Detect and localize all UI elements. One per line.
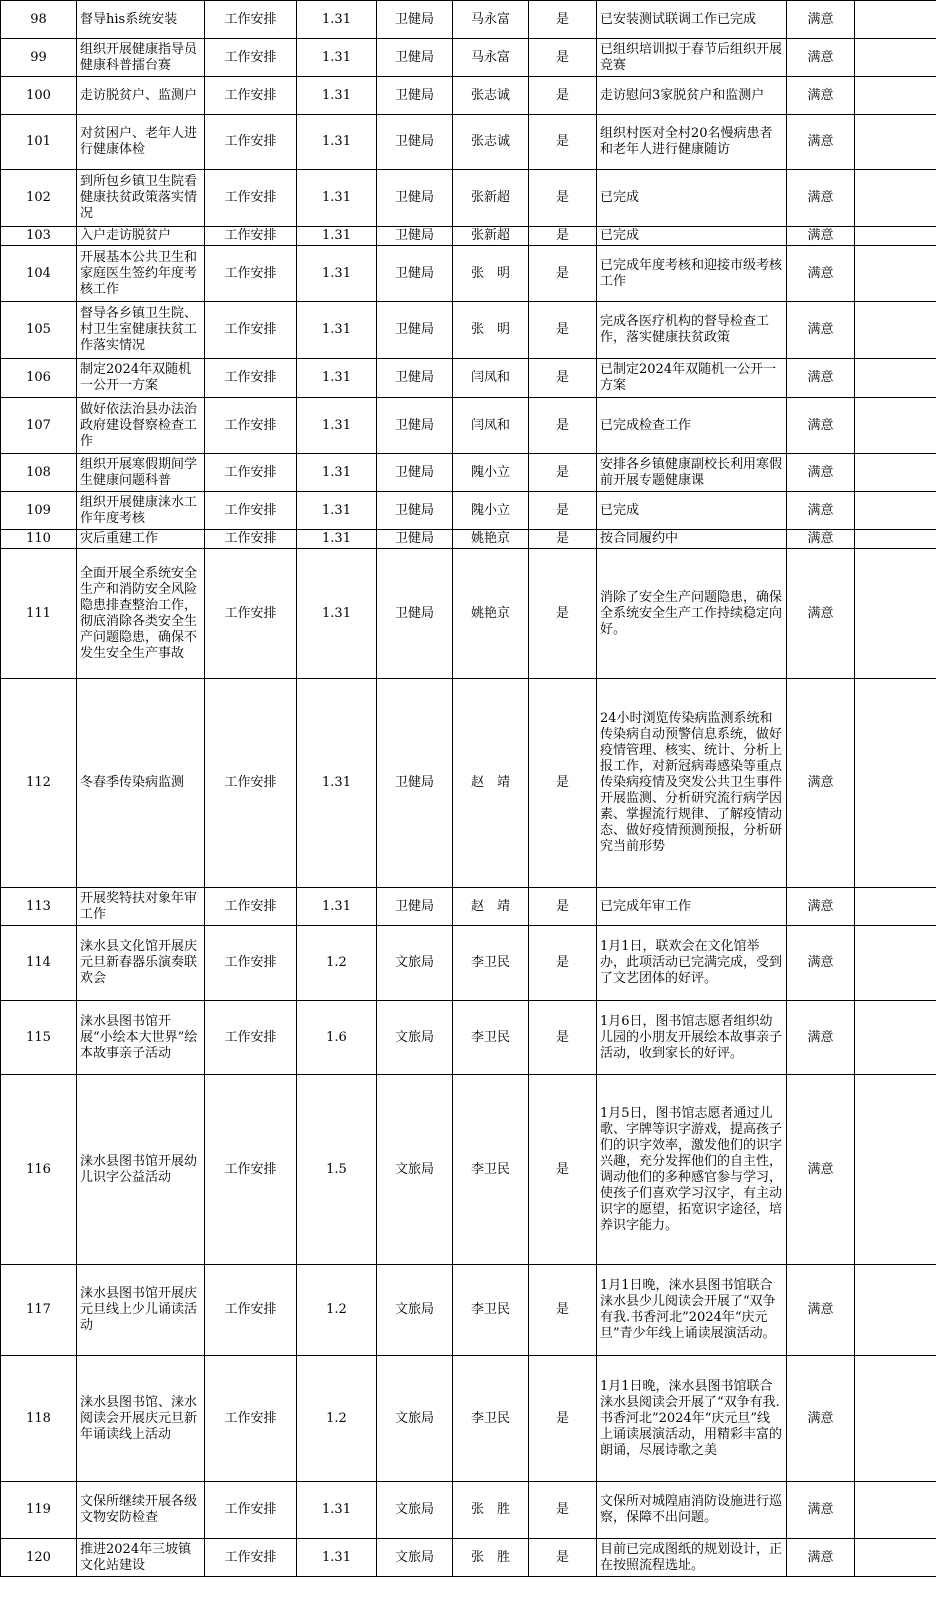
rating: 满意 — [787, 227, 855, 246]
completed-flag: 是 — [529, 888, 597, 926]
date: 1.31 — [297, 1482, 377, 1539]
department: 卫健局 — [377, 549, 453, 679]
work-item: 对贫困户、老年人进行健康体检 — [77, 115, 205, 170]
blank-cell — [855, 679, 936, 888]
table-row — [1, 492, 936, 530]
category: 工作安排 — [205, 170, 297, 227]
row-number: 103 — [1, 227, 77, 246]
date: 1.31 — [297, 39, 377, 77]
completed-flag: 是 — [529, 39, 597, 77]
work-item: 做好依法治县办法治政府建设督察检查工作 — [77, 398, 205, 454]
completed-flag: 是 — [529, 398, 597, 454]
responsible-person: 赵 靖 — [453, 679, 529, 888]
row-number: 104 — [1, 246, 77, 302]
department: 卫健局 — [377, 398, 453, 454]
completed-flag: 是 — [529, 1075, 597, 1265]
responsible-person: 姚艳京 — [453, 530, 529, 549]
row-number: 113 — [1, 888, 77, 926]
work-item: 涞水县图书馆、涞水阅读会开展庆元旦新年诵读线上活动 — [77, 1356, 205, 1482]
table-row — [1, 115, 936, 170]
result-description: 24小时浏览传染病监测系统和传染病自动预警信息系统，做好疫情管理、核实、统计、分析上报工作，对新冠病毒感染等重点传染病疫情及突发公共卫生事件开展监测、分析研究流行病学因素、掌握流行规律、了解疫情动态、做好疫情预测预报，分析研究当前形势 — [597, 679, 787, 888]
responsible-person: 隗小立 — [453, 492, 529, 530]
completed-flag: 是 — [529, 926, 597, 1001]
completed-flag: 是 — [529, 227, 597, 246]
blank-cell — [855, 1482, 936, 1539]
table-row — [1, 170, 936, 227]
category: 工作安排 — [205, 1, 297, 39]
table-row — [1, 454, 936, 492]
date: 1.31 — [297, 679, 377, 888]
completed-flag: 是 — [529, 1356, 597, 1482]
department: 文旅局 — [377, 1265, 453, 1356]
responsible-person: 马永富 — [453, 1, 529, 39]
result-description: 走访慰问3家脱贫户和监测户 — [597, 77, 787, 115]
rating: 满意 — [787, 246, 855, 302]
completed-flag: 是 — [529, 492, 597, 530]
completed-flag: 是 — [529, 454, 597, 492]
row-number: 111 — [1, 549, 77, 679]
blank-cell — [855, 1539, 936, 1577]
work-item: 组织开展寒假期间学生健康问题科普 — [77, 454, 205, 492]
table-row — [1, 1356, 936, 1482]
category: 工作安排 — [205, 454, 297, 492]
work-item: 制定2024年双随机一公开一方案 — [77, 359, 205, 398]
work-item: 文保所继续开展各级文物安防检查 — [77, 1482, 205, 1539]
responsible-person: 李卫民 — [453, 1001, 529, 1075]
result-description: 1月5日，图书馆志愿者通过儿歌、字牌等识字游戏，提高孩子们的识字效率，激发他们的识字兴趣，充分发挥他们的自主性，调动他们的多种感官参与学习，使孩子们喜欢学习汉字，有主动识字的愿望，拓宽识字途径，培养识字能力。 — [597, 1075, 787, 1265]
responsible-person: 李卫民 — [453, 1075, 529, 1265]
department: 卫健局 — [377, 115, 453, 170]
responsible-person: 张新超 — [453, 227, 529, 246]
rating: 满意 — [787, 888, 855, 926]
category: 工作安排 — [205, 359, 297, 398]
date: 1.31 — [297, 492, 377, 530]
category: 工作安排 — [205, 679, 297, 888]
table-row — [1, 1265, 936, 1356]
category: 工作安排 — [205, 1265, 297, 1356]
row-number: 98 — [1, 1, 77, 39]
department: 卫健局 — [377, 1, 453, 39]
date: 1.31 — [297, 549, 377, 679]
result-description: 完成各医疗机构的督导检查工作，落实健康扶贫政策 — [597, 302, 787, 359]
result-description: 已组织培训拟于春节后组织开展竞赛 — [597, 39, 787, 77]
result-description: 安排各乡镇健康副校长利用寒假前开展专题健康课 — [597, 454, 787, 492]
department: 卫健局 — [377, 302, 453, 359]
table-row — [1, 302, 936, 359]
rating: 满意 — [787, 454, 855, 492]
work-item: 组织开展健康涞水工作年度考核 — [77, 492, 205, 530]
row-number: 108 — [1, 454, 77, 492]
department: 卫健局 — [377, 492, 453, 530]
blank-cell — [855, 1356, 936, 1482]
rating: 满意 — [787, 1001, 855, 1075]
department: 文旅局 — [377, 1539, 453, 1577]
blank-cell — [855, 454, 936, 492]
completed-flag: 是 — [529, 549, 597, 679]
row-number: 107 — [1, 398, 77, 454]
work-item: 灾后重建工作 — [77, 530, 205, 549]
table-row — [1, 888, 936, 926]
row-number: 118 — [1, 1356, 77, 1482]
result-description: 文保所对城隍庙消防设施进行巡察，保障不出问题。 — [597, 1482, 787, 1539]
responsible-person: 闫凤和 — [453, 359, 529, 398]
rating: 满意 — [787, 1539, 855, 1577]
work-item: 涞水县图书馆开展幼儿识字公益活动 — [77, 1075, 205, 1265]
row-number: 109 — [1, 492, 77, 530]
date: 1.31 — [297, 77, 377, 115]
date: 1.2 — [297, 1265, 377, 1356]
blank-cell — [855, 246, 936, 302]
blank-cell — [855, 530, 936, 549]
department: 卫健局 — [377, 359, 453, 398]
row-number: 119 — [1, 1482, 77, 1539]
department: 文旅局 — [377, 1356, 453, 1482]
category: 工作安排 — [205, 227, 297, 246]
date: 1.31 — [297, 530, 377, 549]
completed-flag: 是 — [529, 77, 597, 115]
blank-cell — [855, 170, 936, 227]
department: 卫健局 — [377, 888, 453, 926]
category: 工作安排 — [205, 926, 297, 1001]
category: 工作安排 — [205, 1539, 297, 1577]
table-row — [1, 1482, 936, 1539]
rating: 满意 — [787, 1075, 855, 1265]
blank-cell — [855, 359, 936, 398]
result-description: 1月6日，图书馆志愿者组织幼儿园的小朋友开展绘本故事亲子活动，收到家长的好评。 — [597, 1001, 787, 1075]
rating: 满意 — [787, 530, 855, 549]
completed-flag: 是 — [529, 170, 597, 227]
table-body — [1, 1, 936, 1577]
category: 工作安排 — [205, 39, 297, 77]
category: 工作安排 — [205, 549, 297, 679]
table-row — [1, 39, 936, 77]
responsible-person: 李卫民 — [453, 1265, 529, 1356]
date: 1.31 — [297, 454, 377, 492]
completed-flag: 是 — [529, 1001, 597, 1075]
department: 卫健局 — [377, 77, 453, 115]
rating: 满意 — [787, 115, 855, 170]
result-description: 1月1日晚，涞水县图书馆联合涞水县少儿阅读会开展了“双争有我.书香河北”2024年“庆元旦”青少年线上诵读展演活动。 — [597, 1265, 787, 1356]
row-number: 100 — [1, 77, 77, 115]
row-number: 114 — [1, 926, 77, 1001]
table-row — [1, 1, 936, 39]
date: 1.31 — [297, 170, 377, 227]
row-number: 101 — [1, 115, 77, 170]
category: 工作安排 — [205, 398, 297, 454]
category: 工作安排 — [205, 246, 297, 302]
department: 文旅局 — [377, 1482, 453, 1539]
date: 1.31 — [297, 359, 377, 398]
department: 文旅局 — [377, 1075, 453, 1265]
department: 卫健局 — [377, 170, 453, 227]
row-number: 120 — [1, 1539, 77, 1577]
category: 工作安排 — [205, 1356, 297, 1482]
table-row — [1, 1001, 936, 1075]
result-description: 消除了安全生产问题隐患，确保全系统安全生产工作持续稳定向好。 — [597, 549, 787, 679]
row-number: 106 — [1, 359, 77, 398]
blank-cell — [855, 115, 936, 170]
work-item: 冬春季传染病监测 — [77, 679, 205, 888]
responsible-person: 隗小立 — [453, 454, 529, 492]
rating: 满意 — [787, 926, 855, 1001]
department: 卫健局 — [377, 454, 453, 492]
blank-cell — [855, 1075, 936, 1265]
completed-flag: 是 — [529, 359, 597, 398]
work-item: 开展奖特扶对象年审工作 — [77, 888, 205, 926]
completed-flag: 是 — [529, 1, 597, 39]
table-row — [1, 679, 936, 888]
category: 工作安排 — [205, 302, 297, 359]
table-row — [1, 246, 936, 302]
rating: 满意 — [787, 39, 855, 77]
rating: 满意 — [787, 1482, 855, 1539]
work-item: 涞水县文化馆开展庆元旦新春器乐演奏联欢会 — [77, 926, 205, 1001]
blank-cell — [855, 1001, 936, 1075]
department: 卫健局 — [377, 530, 453, 549]
result-description: 已制定2024年双随机一公开一方案 — [597, 359, 787, 398]
rating: 满意 — [787, 1, 855, 39]
work-item: 涞水县图书馆开展庆元旦线上少儿诵读活动 — [77, 1265, 205, 1356]
blank-cell — [855, 888, 936, 926]
date: 1.2 — [297, 1356, 377, 1482]
result-description: 按合同履约中 — [597, 530, 787, 549]
department: 卫健局 — [377, 39, 453, 77]
rating: 满意 — [787, 679, 855, 888]
work-item: 督导各乡镇卫生院、村卫生室健康扶贫工作落实情况 — [77, 302, 205, 359]
row-number: 105 — [1, 302, 77, 359]
responsible-person: 张 明 — [453, 246, 529, 302]
work-item: 开展基本公共卫生和家庭医生签约年度考核工作 — [77, 246, 205, 302]
date: 1.31 — [297, 246, 377, 302]
department: 文旅局 — [377, 1001, 453, 1075]
row-number: 110 — [1, 530, 77, 549]
table-row — [1, 398, 936, 454]
completed-flag: 是 — [529, 1265, 597, 1356]
result-description: 已完成年度考核和迎接市级考核工作 — [597, 246, 787, 302]
date: 1.31 — [297, 302, 377, 359]
result-description: 已安装测试联调工作已完成 — [597, 1, 787, 39]
row-number: 116 — [1, 1075, 77, 1265]
completed-flag: 是 — [529, 115, 597, 170]
blank-cell — [855, 1, 936, 39]
rating: 满意 — [787, 77, 855, 115]
responsible-person: 张志诚 — [453, 77, 529, 115]
work-item: 全面开展全系统安全生产和消防安全风险隐患排查整治工作，彻底消除各类安全生产问题隐患，确保不发生安全生产事故 — [77, 549, 205, 679]
blank-cell — [855, 549, 936, 679]
category: 工作安排 — [205, 1482, 297, 1539]
completed-flag: 是 — [529, 302, 597, 359]
responsible-person: 张 胜 — [453, 1482, 529, 1539]
date: 1.31 — [297, 888, 377, 926]
result-description: 已完成 — [597, 227, 787, 246]
blank-cell — [855, 398, 936, 454]
category: 工作安排 — [205, 1001, 297, 1075]
completed-flag: 是 — [529, 679, 597, 888]
date: 1.31 — [297, 227, 377, 246]
completed-flag: 是 — [529, 246, 597, 302]
date: 1.31 — [297, 115, 377, 170]
result-description: 组织村医对全村20名慢病患者和老年人进行健康随访 — [597, 115, 787, 170]
rating: 满意 — [787, 1356, 855, 1482]
blank-cell — [855, 39, 936, 77]
completed-flag: 是 — [529, 1539, 597, 1577]
date: 1.2 — [297, 926, 377, 1001]
category: 工作安排 — [205, 888, 297, 926]
responsible-person: 闫凤和 — [453, 398, 529, 454]
rating: 满意 — [787, 398, 855, 454]
rating: 满意 — [787, 302, 855, 359]
table-row — [1, 1539, 936, 1577]
result-description: 已完成年审工作 — [597, 888, 787, 926]
date: 1.6 — [297, 1001, 377, 1075]
table-row — [1, 359, 936, 398]
rating: 满意 — [787, 549, 855, 679]
blank-cell — [855, 926, 936, 1001]
row-number: 115 — [1, 1001, 77, 1075]
blank-cell — [855, 227, 936, 246]
responsible-person: 李卫民 — [453, 1356, 529, 1482]
blank-cell — [855, 1265, 936, 1356]
rating: 满意 — [787, 492, 855, 530]
date: 1.31 — [297, 398, 377, 454]
row-number: 117 — [1, 1265, 77, 1356]
blank-cell — [855, 492, 936, 530]
department: 文旅局 — [377, 926, 453, 1001]
category: 工作安排 — [205, 492, 297, 530]
work-item: 入户走访脱贫户 — [77, 227, 205, 246]
responsible-person: 张 胜 — [453, 1539, 529, 1577]
blank-cell — [855, 77, 936, 115]
responsible-person: 姚艳京 — [453, 549, 529, 679]
row-number: 112 — [1, 679, 77, 888]
work-item: 推进2024年三坡镇文化站建设 — [77, 1539, 205, 1577]
category: 工作安排 — [205, 115, 297, 170]
department: 卫健局 — [377, 227, 453, 246]
result-description: 1月1日晚，涞水县图书馆联合涞水县阅读会开展了“双争有我.书香河北”2024年“庆元旦”线上诵读展演活动，用精彩丰富的朗诵，尽展诗歌之美 — [597, 1356, 787, 1482]
responsible-person: 张 明 — [453, 302, 529, 359]
table-row — [1, 549, 936, 679]
table-row — [1, 227, 936, 246]
result-description: 已完成检查工作 — [597, 398, 787, 454]
department: 卫健局 — [377, 679, 453, 888]
table-row — [1, 1075, 936, 1265]
result-description: 已完成 — [597, 492, 787, 530]
result-description: 已完成 — [597, 170, 787, 227]
work-item: 督导his系统安装 — [77, 1, 205, 39]
responsible-person: 张新超 — [453, 170, 529, 227]
result-description: 目前已完成图纸的规划设计，正在按照流程选址。 — [597, 1539, 787, 1577]
responsible-person: 李卫民 — [453, 926, 529, 1001]
rating: 满意 — [787, 359, 855, 398]
responsible-person: 马永富 — [453, 39, 529, 77]
category: 工作安排 — [205, 77, 297, 115]
row-number: 99 — [1, 39, 77, 77]
department: 卫健局 — [377, 246, 453, 302]
work-item: 涞水县图书馆开展“小绘本大世界”绘本故事亲子活动 — [77, 1001, 205, 1075]
work-item: 走访脱贫户、监测户 — [77, 77, 205, 115]
table-row — [1, 926, 936, 1001]
blank-cell — [855, 302, 936, 359]
work-item: 组织开展健康指导员健康科普擂台赛 — [77, 39, 205, 77]
date: 1.31 — [297, 1539, 377, 1577]
table-row — [1, 77, 936, 115]
work-item: 到所包乡镇卫生院看健康扶贫政策落实情况 — [77, 170, 205, 227]
category: 工作安排 — [205, 1075, 297, 1265]
row-number: 102 — [1, 170, 77, 227]
category: 工作安排 — [205, 530, 297, 549]
rating: 满意 — [787, 170, 855, 227]
completed-flag: 是 — [529, 530, 597, 549]
table-row — [1, 530, 936, 549]
completed-flag: 是 — [529, 1482, 597, 1539]
result-description: 1月1日，联欢会在文化馆举办，此项活动已完满完成，受到了文艺团体的好评。 — [597, 926, 787, 1001]
responsible-person: 张志诚 — [453, 115, 529, 170]
date: 1.31 — [297, 1, 377, 39]
rating: 满意 — [787, 1265, 855, 1356]
responsible-person: 赵 靖 — [453, 888, 529, 926]
date: 1.5 — [297, 1075, 377, 1265]
